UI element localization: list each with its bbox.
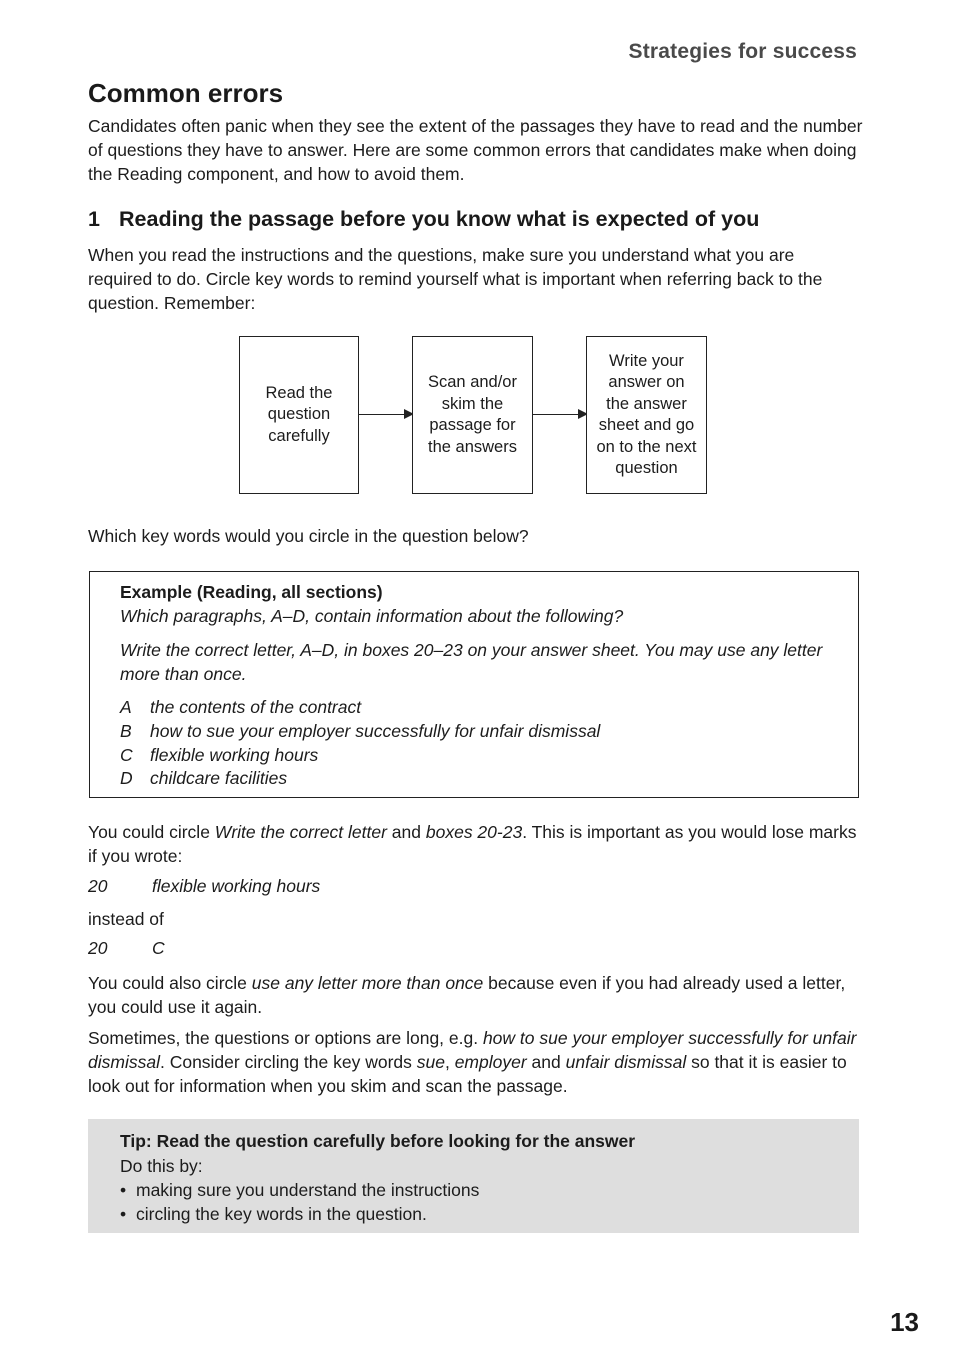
- text-run: . Consider circling the key words: [159, 1052, 417, 1072]
- answer-number: 20: [88, 938, 108, 958]
- key-phrase: sue: [416, 1052, 445, 1072]
- text-run: You could circle: [88, 822, 215, 842]
- subsection-body: When you read the instructions and the questions, make sure you understand what you are required to do. Circle key words to remind yourself what is important when referring back to the question. Remember:: [88, 245, 823, 313]
- flow-step-read: [239, 336, 359, 494]
- flow-step-line: Scan and/or: [428, 373, 517, 391]
- tip-bullet-text: making sure you understand the instructions: [136, 1180, 480, 1200]
- flow-step-line: question: [615, 459, 678, 477]
- flow-step-line: Read the: [265, 383, 333, 402]
- key-phrase: employer: [454, 1052, 527, 1072]
- right-answer-example: [88, 938, 165, 959]
- bullet-icon: •: [120, 1180, 127, 1200]
- text-run: and: [526, 1052, 566, 1072]
- example-question: Which paragraphs, A–D, contain information about the following?: [120, 606, 624, 626]
- explanation-paragraph-2: [88, 971, 863, 1019]
- intro-paragraph: Candidates often panic when they see the extent of the passages they have to read and the number of questions they have to answer. Here are some common errors that candidates make when doing the Reading component, and how to avoid them.: [88, 116, 863, 184]
- key-phrase: use any letter more than once: [251, 973, 484, 993]
- flow-step-scan: [412, 336, 533, 494]
- text-run: You could also circle: [88, 973, 252, 993]
- flow-step-line: on to the next: [596, 437, 697, 456]
- answer-text: C: [152, 938, 165, 958]
- option-letter: C: [120, 745, 133, 765]
- tip-title: Tip: Read the question carefully before looking for the answer: [120, 1131, 636, 1151]
- flow-step-write: [586, 336, 707, 494]
- instead-of-label: instead of: [88, 909, 164, 929]
- running-header: Strategies for success: [628, 40, 857, 63]
- option-letter: D: [120, 768, 133, 788]
- flow-step-line: passage for: [429, 416, 516, 434]
- text-run: because even if you had already used a letter, you could use it again.: [88, 973, 846, 1017]
- option-letter: B: [120, 721, 132, 741]
- arrow-right-icon: [359, 414, 412, 415]
- subsection-title: Reading the passage before you know what is expected of you: [119, 207, 760, 231]
- key-phrase: Write the correct letter: [214, 822, 387, 842]
- text-run: ,: [444, 1052, 455, 1072]
- flow-step-line: sheet and go: [598, 416, 695, 434]
- flow-step-line: answer on: [608, 373, 685, 391]
- tip-bullet-text: circling the key words in the question.: [136, 1204, 427, 1224]
- explanation-paragraph-3: [88, 1026, 863, 1098]
- section-title: Common errors: [88, 78, 284, 108]
- key-phrase: unfair dismissal: [565, 1052, 687, 1072]
- page-number: 13: [890, 1307, 919, 1337]
- bullet-icon: •: [120, 1204, 127, 1224]
- text-run: . This is important as you would lose marks if you wrote:: [88, 822, 857, 866]
- option-text: childcare facilities: [150, 768, 288, 788]
- example-title: Example (Reading, all sections): [120, 582, 383, 602]
- flow-step-line: question: [267, 405, 331, 424]
- flow-step-line: skim the: [441, 394, 504, 413]
- tip-bullet: [120, 1178, 479, 1202]
- flow-step-line: the answers: [428, 437, 517, 456]
- example-option: [120, 743, 318, 767]
- option-text: how to sue your employer successfully for unfair dismissal: [150, 721, 601, 741]
- answer-number: 20: [88, 876, 108, 896]
- answer-text: flexible working hours: [152, 876, 321, 896]
- example-option: [120, 719, 600, 743]
- option-letter: A: [120, 697, 132, 717]
- text-run: and: [386, 822, 426, 842]
- flow-step-line: carefully: [268, 426, 330, 445]
- tip-bullet: [120, 1202, 427, 1226]
- text-run: Sometimes, the questions or options are long, e.g.: [88, 1028, 483, 1048]
- example-option: [120, 766, 287, 790]
- subsection-number: 1: [88, 207, 100, 231]
- wrong-answer-example: [88, 876, 320, 897]
- explanation-paragraph-1: [88, 820, 863, 868]
- subsection-heading: [88, 207, 759, 232]
- arrow-right-icon: [533, 414, 586, 415]
- option-text: flexible working hours: [150, 745, 319, 765]
- prompt-question: Which key words would you circle in the question below?: [88, 526, 529, 546]
- flow-step-line: Write your: [609, 351, 684, 370]
- option-text: the contents of the contract: [150, 697, 362, 717]
- flow-step-line: the answer: [606, 394, 687, 413]
- key-phrase: how to sue your employer successfully for unfair dismissal: [88, 1028, 857, 1072]
- text-run: so that it is easier to look out for information when you skim and scan the passage.: [88, 1052, 847, 1096]
- key-phrase: boxes 20-23: [425, 822, 523, 842]
- tip-intro: Do this by:: [120, 1156, 203, 1176]
- example-option: [120, 695, 361, 719]
- example-instruction: Write the correct letter, A–D, in boxes 20–23 on your answer sheet. You may use any letter more than once.: [120, 640, 823, 684]
